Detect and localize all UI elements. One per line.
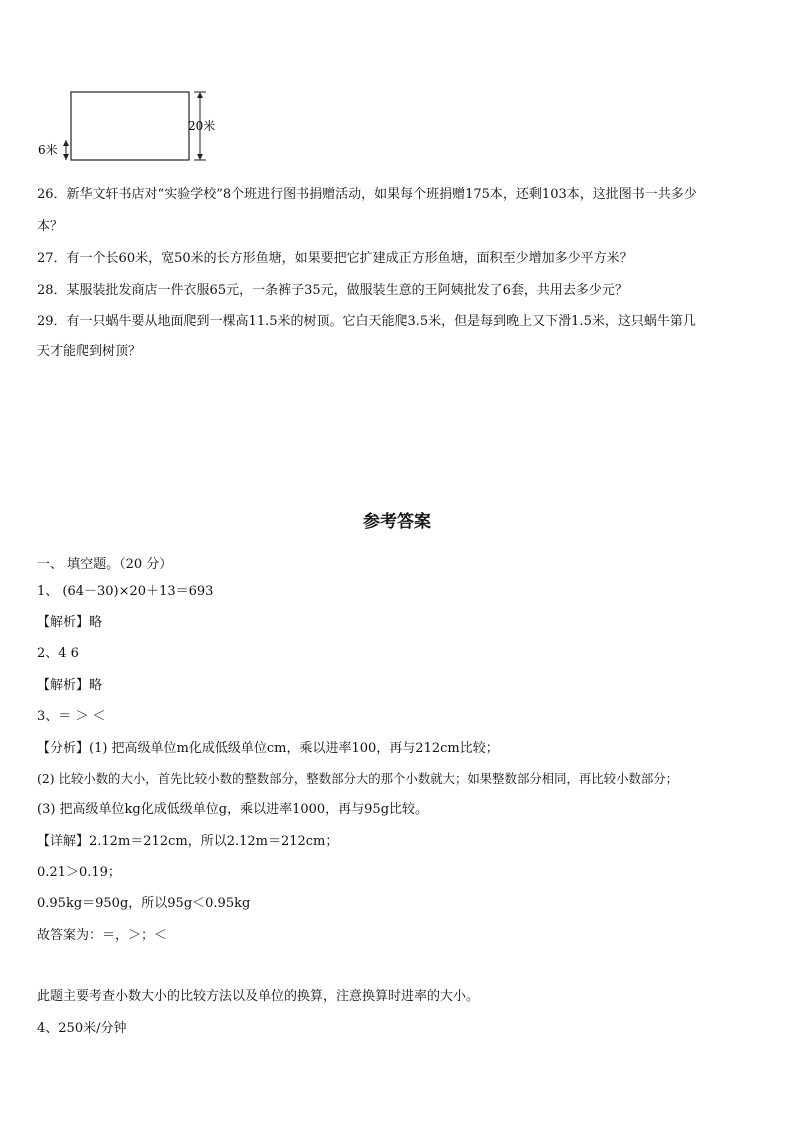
answer-3: 3、＝ ＞ ＜	[37, 709, 106, 724]
answers-title: 参考答案	[363, 512, 431, 532]
question-27: 27．有一个长60米，宽50米的长方形鱼塘，如果要把它扩建成正方形鱼塘，面积至少增加多少平方米？	[37, 251, 633, 266]
answer-3-analysis-2: (2) 比较小数的大小，首先比较小数的整数部分，整数部分大的那个小数就大；如果整数部分相同，再比较小数部分；	[37, 771, 679, 786]
answer-2-analysis: 【解析】略	[37, 678, 103, 693]
answer-1-analysis: 【解析】略	[37, 615, 103, 630]
answer-3-analysis-1: 【分析】(1) 把高级单位m化成低级单位cm，乘以进率100，再与212cm比较；	[37, 741, 499, 756]
question-29-line2: 天才能爬到树顶？	[37, 344, 142, 359]
question-26-line2: 本？	[37, 219, 64, 234]
question-29-line1: 29．有一只蜗牛要从地面爬到一棵高11.5米的树顶。它白天能爬3.5米，但是每到晚上又下滑1.5米，这只蜗牛第几	[37, 314, 696, 329]
height-label: 20米	[188, 119, 216, 133]
answer-2: 2、4 6	[37, 646, 79, 661]
answer-3-detail-3: 0.95kg＝950g，所以95g＜0.95kg	[37, 896, 251, 911]
answer-3-comment: 此题主要考查小数大小的比较方法以及单位的换算，注意换算时进率的大小。	[37, 989, 480, 1004]
answer-3-result: 故答案为：＝，＞；＜	[37, 928, 168, 943]
figure-rectangle	[71, 92, 189, 160]
answer-3-analysis-3: (3) 把高级单位kg化成低级单位g，乘以进率1000，再与95g比较。	[37, 802, 429, 817]
question-28: 28．某服装批发商店一件衣服65元，一条裤子35元，做服装生意的王阿姨批发了6套，共用去多少元？	[37, 283, 628, 298]
question-26-line1: 26．新华文轩书店对“实验学校”8个班进行图书捐赠活动，如果每个班捐赠175本，还剩103本，这批图书一共多少	[37, 187, 697, 202]
answer-3-detail-1: 【详解】2.12m＝212cm，所以2.12m＝212cm；	[37, 834, 339, 849]
width-label: 6米	[38, 143, 58, 157]
section-heading: 一、 填空题。（20 分）	[37, 557, 173, 572]
answer-4: 4、250米/分钟	[37, 1021, 127, 1036]
rectangle-figure	[30, 82, 230, 168]
answer-3-detail-2: 0.21＞0.19；	[37, 865, 121, 880]
answer-1: 1、 (64－30)×20＋13＝693	[37, 584, 214, 599]
